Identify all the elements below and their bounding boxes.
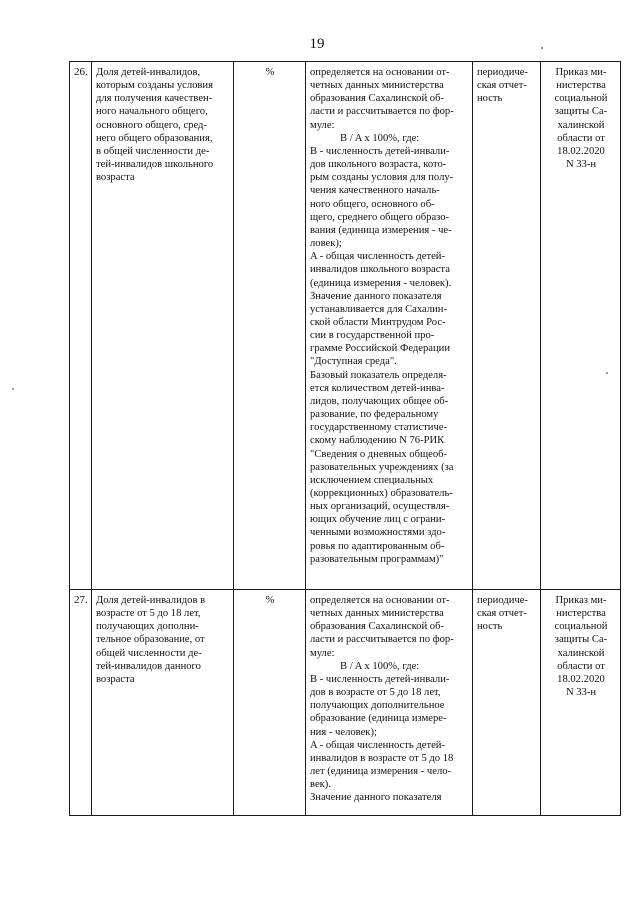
source-cell	[541, 590, 621, 816]
text-line: скому наблюдению N 76-РИК	[310, 435, 445, 447]
text-line: грамме Российской Федерации	[310, 343, 450, 355]
indicator-table	[69, 61, 621, 816]
text-line: периодиче-	[477, 595, 528, 606]
source-cell	[541, 62, 621, 590]
text-line: нистерства	[556, 608, 606, 620]
text-line: социальной	[554, 93, 608, 105]
text-line: ласти и рассчитывается по фор-	[310, 634, 454, 646]
unit-cell: %	[234, 62, 306, 590]
text-line: ской области Минтрудом Рос-	[310, 316, 446, 328]
text-line: социальной	[554, 621, 608, 633]
text-line: ется количеством детей-инва-	[310, 382, 445, 394]
text-line: халинской	[557, 647, 605, 659]
text-line: ская отчет-	[477, 80, 527, 92]
periodicity-cell	[473, 62, 541, 590]
text-line: N 33-н	[565, 687, 597, 699]
text-line: дов школьного возраста, кото-	[310, 159, 447, 171]
text-line: периодиче-	[477, 67, 528, 78]
text-line: чения качественного началь-	[310, 185, 440, 197]
scan-speck	[541, 47, 543, 49]
text-line: дов в возрасте от 5 до 18 лет,	[310, 687, 441, 699]
row-number: 26.	[70, 62, 92, 590]
text-line: ность	[477, 93, 503, 105]
text-line: образование (единица измере-	[310, 713, 447, 725]
text-line: N 33-н	[565, 159, 597, 171]
text-line: инвалидов школьного возраста	[310, 264, 450, 276]
text-line: халинской	[557, 119, 605, 131]
text-line: определяется на основании от-	[310, 595, 450, 606]
text-line: определяется на основании от-	[310, 67, 450, 78]
text-line: тей-инвалидов школьного	[96, 159, 214, 171]
method-cell	[306, 590, 473, 816]
text-line: (единица измерения - человек).	[310, 277, 452, 289]
text-line: четных данных министерства	[310, 608, 444, 620]
formula: B / A x 100%, где:	[340, 132, 420, 144]
scan-speck	[12, 388, 14, 390]
text-line: Приказ ми-	[555, 595, 607, 606]
text-line: ласти и рассчитывается по фор-	[310, 106, 454, 118]
text-line: 18.02.2020	[557, 673, 605, 685]
table-row	[70, 62, 621, 590]
text-line: ного начального общего,	[96, 106, 208, 118]
periodicity-cell	[473, 590, 541, 816]
text-line: образования Сахалинской об-	[310, 93, 445, 105]
text-line: Значение данного показателя	[310, 290, 442, 302]
text-line: ченными возможностями здо-	[310, 527, 446, 539]
text-line: ская отчет-	[477, 608, 527, 620]
text-line: лет (единица измерения - чело-	[310, 766, 452, 778]
text-line: государственному статистиче-	[310, 422, 448, 434]
text-line: него общего образования,	[96, 132, 213, 144]
text-line: защиты Са-	[554, 106, 608, 118]
text-line: разовательных учреждениях (за	[310, 461, 454, 473]
text-line: устанавливается для Сахалин-	[310, 303, 447, 315]
text-line: "Сведения о дневных общеоб-	[310, 448, 448, 460]
indicator-name-cell	[92, 590, 234, 816]
text-line: тей-инвалидов данного	[96, 660, 201, 672]
method-cell	[306, 62, 473, 590]
text-line: ного общего, основного об-	[310, 198, 435, 210]
text-line: общей численности де-	[96, 647, 202, 659]
text-line: тельное образование, от	[96, 634, 205, 646]
text-line: Доля детей-инвалидов в	[96, 595, 206, 606]
unit-cell: %	[234, 590, 306, 816]
page-number: 19	[309, 36, 325, 52]
text-line: которым созданы условия	[96, 80, 213, 92]
text-line: в общей численности де-	[96, 145, 210, 157]
formula: B / A x 100%, где:	[340, 660, 420, 672]
text-line: возраста	[96, 673, 135, 685]
text-line: разование, по федеральному	[310, 409, 439, 421]
text-line: лидов, получающих общее об-	[310, 395, 449, 407]
text-line: муле:	[310, 119, 335, 131]
text-line: ния - человек);	[310, 726, 377, 738]
text-line: образования Сахалинской об-	[310, 621, 445, 633]
text-line: век).	[310, 779, 331, 791]
text-line: возраста	[96, 172, 135, 184]
text-line: ловек);	[310, 238, 342, 250]
text-line: сии в государственной про-	[310, 330, 435, 342]
text-line: вания (единица измерения - че-	[310, 224, 452, 236]
text-line: муле:	[310, 647, 335, 659]
text-line: основного общего, сред-	[96, 119, 207, 131]
text-line: исключением специальных	[310, 474, 434, 486]
text-line: ровья по адаптированным об-	[310, 540, 445, 552]
text-line: A - общая численность детей-	[310, 739, 445, 751]
text-line: получающих дополни-	[96, 621, 199, 633]
text-line: для получения качествен-	[96, 93, 213, 105]
text-line: возрасте от 5 до 18 лет,	[96, 608, 201, 620]
text-line: защиты Са-	[554, 634, 608, 646]
text-line: области от	[557, 660, 605, 672]
scan-speck	[606, 372, 608, 374]
text-line: щего, среднего общего образо-	[310, 211, 450, 223]
text-line: Значение данного показателя	[310, 792, 442, 804]
text-line: нистерства	[556, 80, 606, 92]
text-line: инвалидов в возрасте от 5 до 18	[310, 752, 454, 764]
text-line: B - численность детей-инвали-	[310, 145, 450, 157]
text-line: Базовый показатель определя-	[310, 369, 447, 381]
text-line: Доля детей-инвалидов,	[96, 67, 201, 78]
text-line: четных данных министерства	[310, 80, 444, 92]
text-line: A - общая численность детей-	[310, 251, 445, 263]
text-line: (коррекционных) образователь-	[310, 488, 453, 499]
text-line: области от	[557, 132, 605, 144]
text-line: 18.02.2020	[557, 145, 605, 157]
text-line: "Доступная среда".	[310, 356, 397, 368]
text-line: ность	[477, 621, 503, 633]
text-line: ющих обучение лиц с ограни-	[310, 514, 446, 526]
indicator-name-cell	[92, 62, 234, 590]
text-line: разовательным программам)"	[310, 553, 444, 565]
row-number: 27.	[70, 590, 92, 816]
text-line: Приказ ми-	[555, 67, 607, 78]
text-line: B - численность детей-инвали-	[310, 673, 450, 685]
text-line: ных организаций, осуществля-	[310, 501, 450, 513]
text-line: получающих дополнительное	[310, 700, 445, 712]
text-line: рым созданы условия для полу-	[310, 172, 454, 184]
table-row	[70, 590, 621, 816]
